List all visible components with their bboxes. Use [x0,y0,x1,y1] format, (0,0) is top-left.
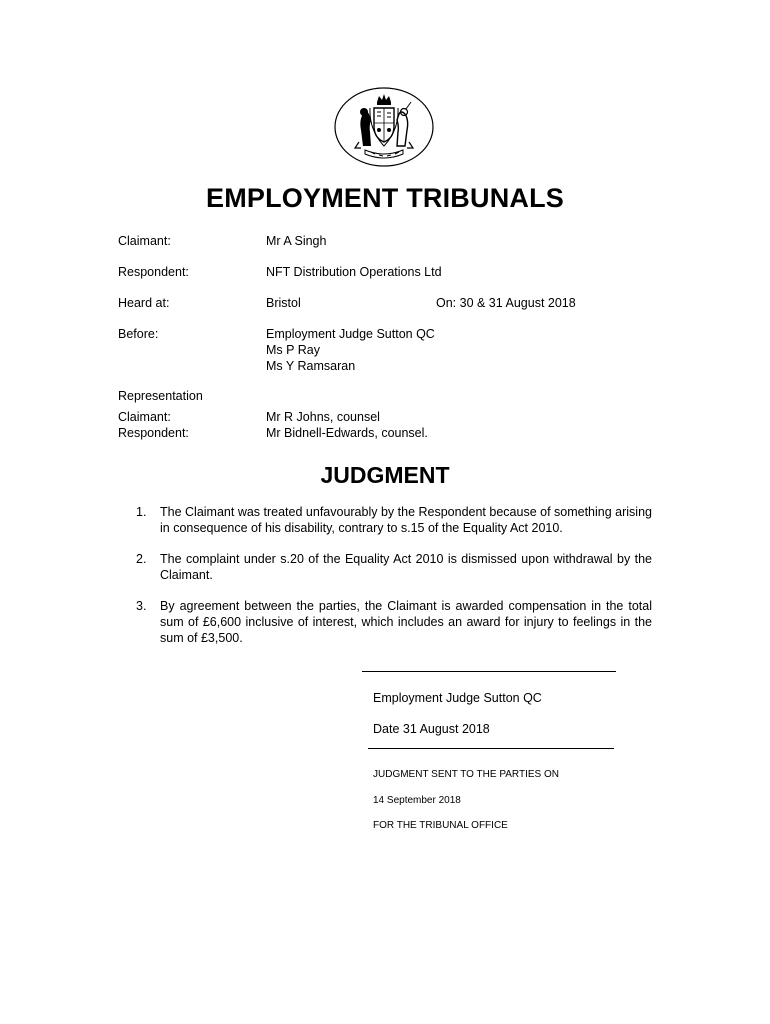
hearing-date: On: 30 & 31 August 2018 [436,296,576,310]
item-text: The complaint under s.20 of the Equality Act 2010 is dismissed upon withdrawal by the Claimant. [160,552,652,582]
item-text: The Claimant was treated unfavourably by the Respondent because of something arising in consequence of his disability, contrary to s.15 of the Equality Act 2010. [160,505,652,535]
judgment-heading: JUDGMENT [320,462,450,488]
tribunal-office: FOR THE TRIBUNAL OFFICE [373,820,508,831]
respondent-value: NFT Distribution Operations Ltd [266,265,442,279]
sent-date: 14 September 2018 [373,795,461,806]
judgment-item-3 [136,598,652,646]
judgment-list [136,504,652,661]
respondent-label: Respondent: [118,265,189,279]
page-title: EMPLOYMENT TRIBUNALS [206,183,564,213]
before-label: Before: [118,327,159,341]
before-judge: Employment Judge Sutton QC [266,327,435,341]
judgment-item-1 [136,504,652,536]
signature-date: Date 31 August 2018 [373,722,490,736]
signing-judge: Employment Judge Sutton QC [373,691,542,705]
royal-coat-of-arms-icon [333,86,435,168]
rep-respondent-label: Respondent: [118,426,189,440]
claimant-label: Claimant: [118,234,171,248]
signature-line [362,671,616,672]
claimant-value: Mr A Singh [266,234,327,248]
before-member-2: Ms Y Ramsaran [266,359,356,373]
date-line [368,748,614,749]
item-number: 3. [136,599,147,613]
item-number: 2. [136,552,147,566]
heard-at-label: Heard at: [118,296,170,310]
before-member-1: Ms P Ray [266,343,320,357]
rep-claimant-value: Mr R Johns, counsel [266,410,380,424]
heard-at-value: Bristol [266,296,301,310]
judgment-item-2 [136,551,652,583]
rep-claimant-label: Claimant: [118,410,171,424]
item-number: 1. [136,505,147,519]
representation-heading: Representation [118,389,203,403]
rep-respondent-value: Mr Bidnell-Edwards, counsel. [266,426,428,440]
item-text: By agreement between the parties, the Claimant is awarded compensation in the total sum of £6,600 inclusive of interest, which includes an award for injury to feelings in the sum of £3,500. [160,599,652,645]
sent-label: JUDGMENT SENT TO THE PARTIES ON [373,769,559,780]
